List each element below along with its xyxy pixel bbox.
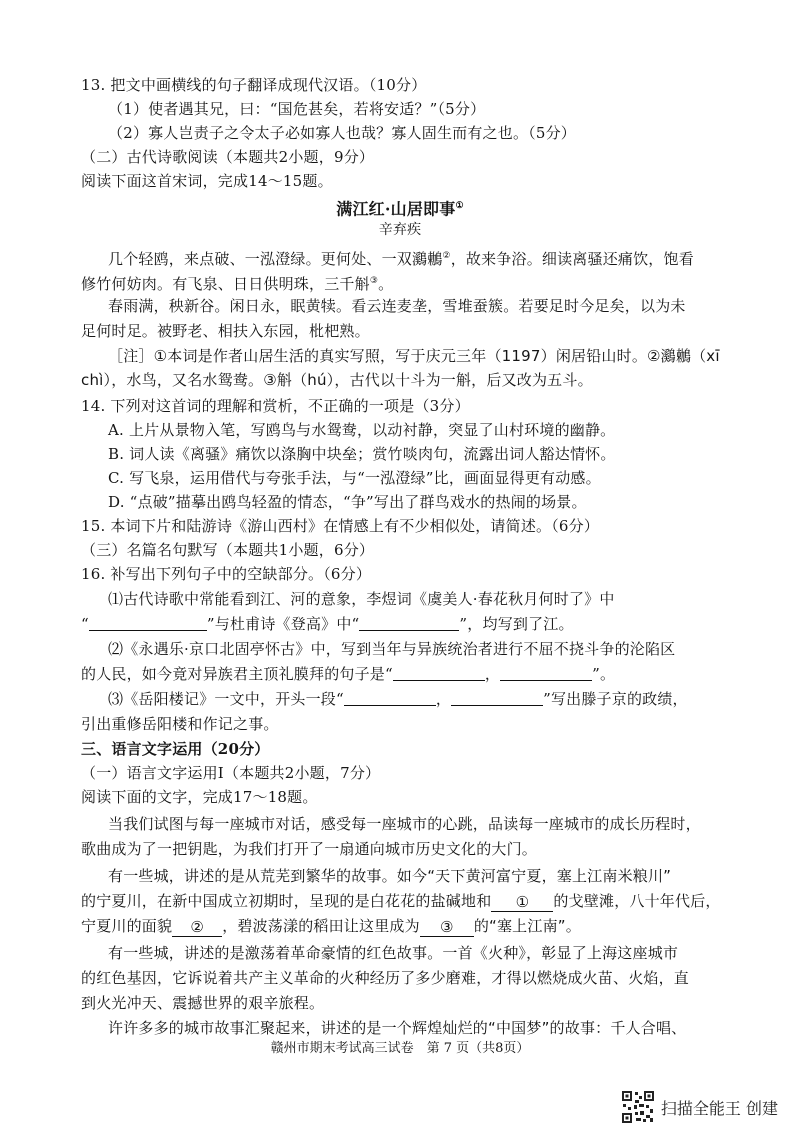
gap-marker-1[interactable]: ①: [491, 894, 553, 912]
q16-part-2-line-1: ⑵《永遇乐·京口北固亭怀古》中，写到当年与异族统治者进行不屈不挠斗争的沦陷区: [108, 640, 676, 658]
q14-option-d: D. “点破”描摹出鸥鸟轻盈的情态，“争”写出了群鸟戏水的热闹的场景。: [108, 493, 587, 511]
poem-line-1: 几个轻鸥，来点破、一泓澄绿。更何处、一双鸂鶒②，故来争浴。细读离骚还痛饮，饱看: [108, 250, 694, 268]
poem-note-2: chì），水鸟，又名水鸳鸯。③斛（hú），古代以十斗为一斛，后又改为五斗。: [81, 371, 593, 389]
q13-sentence-2: （2）寡人岂责子之令太子必如寡人也哉？寡人固生而有之也。（5分）: [108, 124, 576, 142]
answer-blank[interactable]: [393, 665, 485, 681]
section-2-intro: 阅读下面这首宋词，完成14～15题。: [81, 172, 333, 190]
passage-p3-line-1: 有一些城，讲述的是激荡着革命豪情的红色故事。一首《火种》，彰显了上海这座城市: [108, 944, 679, 962]
passage-p2-line-1: 有一些城，讲述的是从荒芜到繁华的故事。如今“天下黄河富宁夏，塞上江南米粮川”: [108, 867, 672, 885]
answer-blank[interactable]: [89, 615, 207, 631]
q16-title: 16. 补写出下列句子中的空缺部分。（6分）: [81, 565, 372, 583]
passage-p1-line-2: 歌曲成为了一把钥匙，为我们打开了一扇通向城市历史文化的大门。: [81, 840, 538, 858]
qr-code-icon: [621, 1090, 655, 1124]
gap-marker-3[interactable]: ③: [420, 919, 474, 937]
passage-p3-line-2: 的红色基因，它诉说着共产主义革命的火种经历了多少磨难，才得以燃烧成火苗、火焰，直: [81, 969, 690, 987]
subsection-1-heading: （一）语言文字运用Ⅰ（本题共2小题，7分）: [81, 764, 381, 782]
answer-blank[interactable]: [359, 615, 459, 631]
passage-p1-line-1: 当我们试图与每一座城市对话，感受每一座城市的心跳，品读每一座城市的成长历程时，: [108, 815, 701, 833]
answer-blank[interactable]: [344, 690, 436, 706]
q14-option-a: A. 上片从景物入笔，写鸥鸟与水鸳鸯，以动衬静，突显了山村环境的幽静。: [108, 421, 616, 439]
passage-p2-line-2: 的宁夏川，在新中国成立初期时，呈现的是白花花的盐碱地和 ① 的戈壁滩，八十年代后，: [81, 892, 721, 911]
scanner-watermark: [621, 1090, 778, 1124]
gap-marker-2[interactable]: ②: [172, 919, 222, 937]
poem-title: 满江红·山居即事①: [336, 199, 464, 219]
q16-part-1-line-2: “ ”与杜甫诗《登高》中“ ”，均写到了江。: [81, 615, 574, 633]
q16-part-2-line-2: 的人民，如今竟对异族君主顶礼膜拜的句子是“ ， ”。: [81, 665, 616, 683]
section-3-heading: （三）名篇名句默写（本题共1小题，6分）: [81, 541, 375, 559]
q14-option-c: C. 写飞泉，运用借代与夸张手法，与“一泓澄绿”比，画面显得更有动感。: [108, 469, 601, 487]
poem-note-1: ［注］①本词是作者山居生活的真实写照，写于庆元三年（1197）闲居铅山时。②鸂鶒（xī: [108, 347, 720, 365]
q13-sentence-1: （1）使者遇其兄，曰：“国危甚矣，若将安适？”（5分）: [108, 100, 486, 118]
page-footer: 赣州市期末考试高三试卷 第 7 页（共8页）: [270, 1041, 530, 1056]
section-2-heading: （二）古代诗歌阅读（本题共2小题，9分）: [81, 148, 375, 166]
q14-title: 14. 下列对这首词的理解和赏析，不正确的一项是（3分）: [81, 397, 470, 415]
watermark-text: 扫描全能王 创建: [660, 1098, 778, 1118]
q16-part-1-line-1: ⑴古代诗歌中常能看到江、河的意象，李煜词《虞美人·春花秋月何时了》中: [108, 590, 615, 608]
poem-line-4: 足何时足。被野老、相扶入东园，枇杷熟。: [81, 322, 370, 340]
passage-p3-line-3: 到火光冲天、震撼世界的艰辛旅程。: [81, 994, 325, 1012]
part-3-heading: 三、语言文字运用（20分）: [81, 740, 270, 758]
q16-part-3-line-2: 引出重修岳阳楼和作记之事。: [81, 715, 279, 733]
passage-p2-line-3: 宁夏川的面貌 ② ，碧波荡漾的稻田让这里成为 ③ 的“塞上江南”。: [81, 917, 581, 936]
answer-blank[interactable]: [451, 690, 543, 706]
q14-option-b: B. 词人读《离骚》痛饮以涤胸中块垒；赏竹啖肉句，流露出词人豁达情怀。: [108, 445, 616, 463]
q15-title: 15. 本词下片和陆游诗《游山西村》在情感上有不少相似处，请简述。（6分）: [81, 517, 600, 535]
answer-blank[interactable]: [500, 665, 592, 681]
poem-author: 辛弃疾: [378, 222, 422, 238]
poem-line-2: 修竹何妨肉。有飞泉、日日供明珠，三千斛③。: [81, 275, 394, 293]
poem-line-3: 春雨满，秧新谷。闲日永，眠黄犊。看云连麦垄，雪堆蚕簇。若要足时今足矣，以为未: [108, 297, 686, 315]
subsection-1-intro: 阅读下面的文字，完成17～18题。: [81, 788, 318, 806]
q13-title: 13. 把文中画横线的句子翻译成现代汉语。（10分）: [81, 76, 427, 94]
q16-part-3-line-1: ⑶《岳阳楼记》一文中，开头一段“ ， ”写出滕子京的政绩，: [108, 690, 688, 708]
passage-p4-line-1: 许许多多的城市故事汇聚起来，讲述的是一个辉煌灿烂的“中国梦”的故事：千人合唱、: [108, 1019, 687, 1037]
